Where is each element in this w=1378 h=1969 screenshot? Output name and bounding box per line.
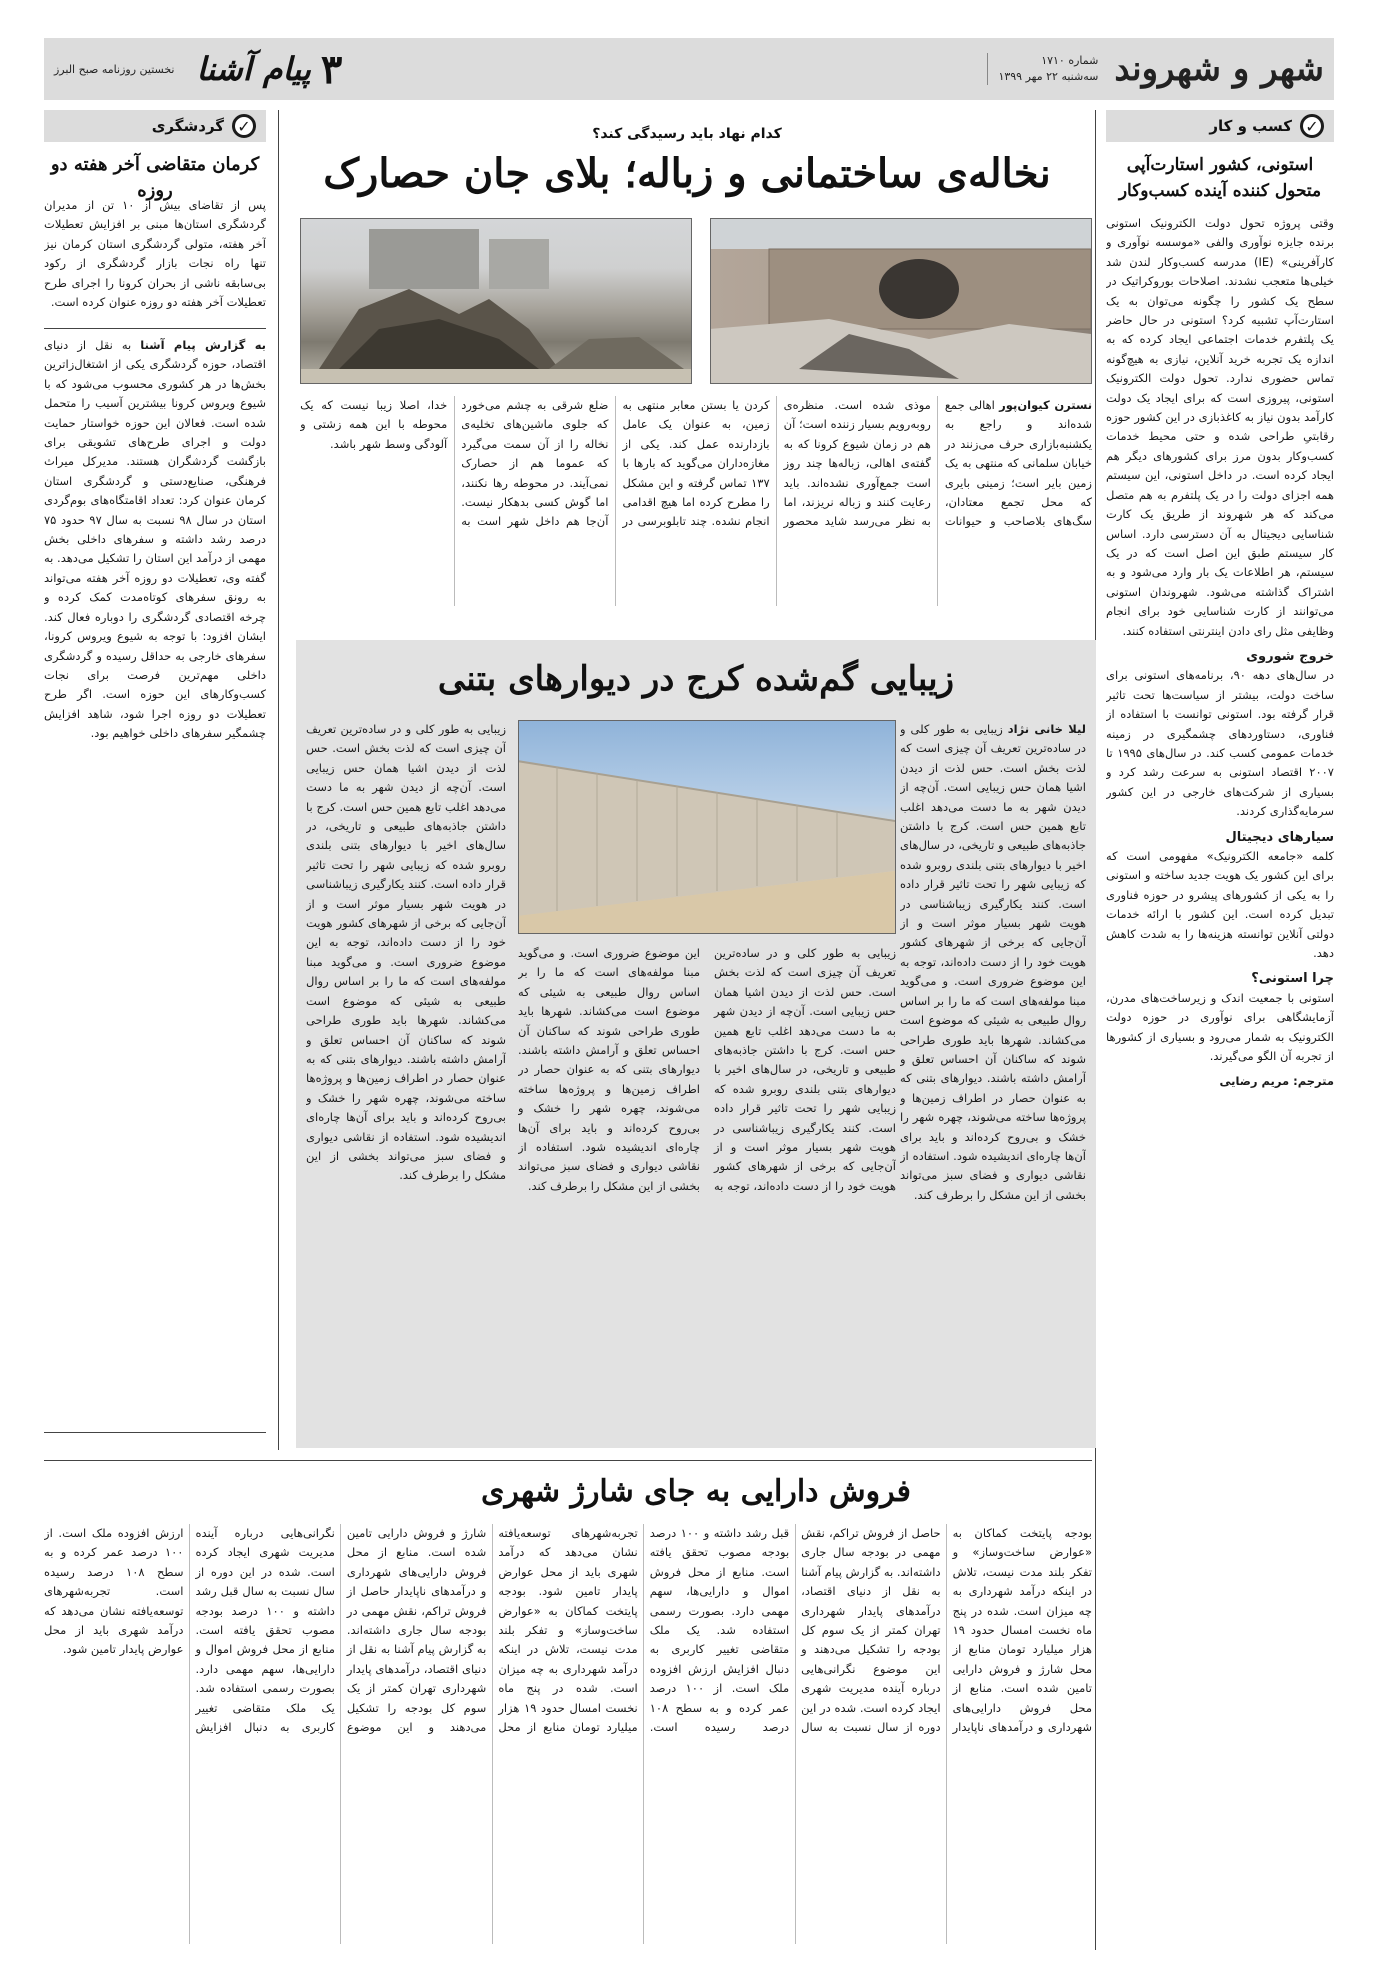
wall-rubble-photo: [710, 219, 1091, 384]
tourism-byline: به گزارش پیام آشنا: [140, 338, 266, 352]
masthead-brand-group: [54, 44, 342, 94]
page-number: ۳: [320, 45, 343, 93]
concrete-body-lower: زیبایی به طور کلی و در ساده‌ترین تعریف آن چیزی است که لذت بخش است. حس لذت از دیدن اشیا همان حس زیبایی است. آن‌چه از دیدن شهر به ما دست می‌دهد اغلب تابع همین حس است. کرج با داشتن جاذبه‌های طبیعی و تاریخی، در سال‌های اخیر با دیوارهای بتنی بلندی روبرو شده که زیبایی شهر را تحت تاثیر قرار داده است. کنند یکارگیری زیباشناسی در هویت شهر بسیار موثر است و از آن‌جایی که برخی از شهرهای کشور هویت خود را از دست داده‌اند، توجه به این موضوع ضروری است. و می‌گوید مبنا مولفه‌های است که ما را بر اساس روال طبیعی به شیئی که موضوع است می‌کشاند. شهرها باید طوری طراحی شوند که ساکنان آن احساس تعلق و آرامش داشته باشند. دیوارهای بتنی که به عنوان حصار در اطراف زمین‌ها و پروژه‌ها ساخته می‌شوند، چهره شهر را خشک و بی‌روح کرده‌اند و باید برای آن‌ها چاره‌ای اندیشیده شود. استفاده از نقاشی دیواری و فضای سبز می‌تواند بخشی از این مشکل را برطرف کند.: [518, 946, 896, 1193]
tourism-lead-divider: [44, 328, 266, 329]
tourism-article: [44, 336, 266, 1424]
tourism-body: به نقل از دنیای اقتصاد، حوزه گردشگری یکی از اشتغال‌زاترین بخش‌ها در هر کشوری محسوب می‌شود که با شیوع ویروس کرونا بیشترین آسیب را متحمل شده است. فعالان این حوزه خواستار حمایت دولت و اجرای طرح‌های تشویقی برای بازگشت گردشگران هستند. مدیرکل میراث فرهنگی، صنایع‌دستی و گردشگری استان کرمان عنوان کرد: تعداد اقامتگاه‌های بوم‌گردی استان در سال ۹۸ نسبت به سال ۹۷ حدود ۷۵ درصد رشد داشته و سفرهای داخلی بخش مهمی از درآمد این استان را تشکیل می‌دهد. به گفته وی، تعطیلات دو روزه آخر هفته می‌تواند به رونق سفرهای کوتاه‌مدت کمک کرده و چرخه اقتصادی گردشگری را دوباره فعال کند. ایشان افزود: با توجه به شیوع ویروس کرونا، سفرهای خارجی به حداقل رسیده و گردشگری داخلی مهم‌ترین فرصت برای نجات کسب‌وکارهای این حوزه است. اگر طرح تعطیلات دو روزه اجرا شود، شاهد افزایش چشمگیر سفرهای داخلی خواهیم بود.: [44, 338, 266, 741]
business-section-tab: [1106, 110, 1334, 142]
bottom-article: [44, 1524, 1092, 1944]
photo-rubbish-pile: [300, 218, 692, 384]
bottom-body-continued: بودجه پایتخت کماکان به «عوارض ساخت‌وساز» و تفکر بلند مدت نیست، تلاش در اینکه درآمد شهرداری به چه میزان است. شده در پنج ماه نخست امسال حدود ۱۹ هزار میلیارد تومان منابع از محل شارژ و فروش دارایی تامین شده است. منابع از محل فروش دارایی‌های شهرداری و درآمدهای ناپایدار حاصل از فروش تراکم، نقش مهمی در بودجه سال جاری داشته‌اند. به گزارش پیام آشنا به نقل از دنیای اقتصاد، درآمدهای پایدار شهرداری تهران کمتر از یک سوم کل بودجه را تشکیل می‌دهند و این موضوع نگرانی‌هایی درباره آینده مدیریت شهری ایجاد کرده است. شده در این دوره از سال نسبت به سال قبل رشد داشته و ۱۰۰ درصد بودجه مصوب تحقق یافته است. منابع از محل فروش اموال و دارایی‌ها، سهم مهمی دارد. بصورت رسمی استفاده شد. یک ملک متقاضی تغییر کاربری به دنبال افزایش ارزش افزوده ملک است. از ۱۰۰ درصد عمر کرده و به سطح ۱۰۸ درصد رسیده است. تجربه‌شهرهای توسعه‌یافته نشان می‌دهد که درآمد شهری باید از محل عوارض پایدار تامین شود.: [44, 1526, 638, 1735]
concrete-body: زیبایی به طور کلی و در ساده‌ترین تعریف آن چیزی است که لذت بخش است. حس لذت از دیدن اشیا همان حس زیبایی است. آن‌چه از دیدن شهر به ما دست می‌دهد اغلب تابع همین حس است. کرج با داشتن جاذبه‌های طبیعی و تاریخی، در سال‌های اخیر با دیوارهای بتنی بلندی روبرو شده که زیبایی شهر را تحت تاثیر قرار داده است. کنند یکارگیری زیباشناسی در هویت شهر بسیار موثر است و از آن‌جایی که برخی از شهرهای کشور هویت خود را از دست داده‌اند، توجه به این موضوع ضروری است. و می‌گوید مبنا مولفه‌های است که ما را بر اساس روال طبیعی به شیئی که موضوع است می‌کشاند. شهرها باید طوری طراحی شوند که ساکنان آن احساس تعلق و آرامش داشته باشند. دیوارهای بتنی که به عنوان حصار در اطراف زمین‌ها و پروژه‌ها ساخته می‌شوند، چهره شهر را خشک و بی‌روح کرده‌اند و باید برای آن‌ها چاره‌ای اندیشیده شود. استفاده از نقاشی دیواری و فضای سبز می‌تواند بخشی از این مشکل را برطرف کند.: [900, 722, 1086, 1202]
rubbish-pile-photo: [300, 219, 691, 384]
column-divider-left: [278, 110, 279, 1450]
masthead-section-group: [987, 44, 1324, 94]
concrete-byline: لیلا خانی نژاد: [1007, 722, 1086, 736]
masthead: [44, 38, 1334, 100]
brand-tagline: نخستین روزنامه صبح البرز: [54, 62, 175, 76]
business-body: وقتی پروژه تحول دولت الکترونیک استونی برنده جایزه نوآوری والفی «موسسه نوآوری و کارآفرینی» (IE) مدرسه کسب‌وکار لندن شد خیلی‌ها متعجب نشدند. اصلاحات بوروکراتیک در سطح یک کشور را چگونه می‌توان به یک استارت‌آپ تشبیه کرد؟ استونی در حال حاضر یک پلتفرم خدمات اجتماعی ایجاد کرده که به اندازه یک تجربه خرید آنلاین، نیازی به هیچ‌گونه تماس حضوری ندارد. تحول دولت الکترونیک استونی، پیروزی است که برای ایجاد یک دولت کارآمد بدون نیاز به کاغذبازی در این کشور حوزه رقابتیِ طراحی شده و حتی محیط خدمات کسب‌وکار بدون مرز برای کشورهای دیگر هم ایجاد کرده است. در داخل استونی، این سیستم همه اجزای دولت را در یک پلتفرم به هم متصل می‌کند که هر شهروند از طریق یک کارت شناسایی دیجیتال به آن دسترسی دارد. اساس کار سیستم طبق این اصل است که در یک سیستم، هر اطلاعات یک بار وارد می‌شود و به اشتراک گذاشته می‌شود. شهروندان استونی می‌توانند از کارت شناسایی خود برای انجام وظایفی مثل رای دادن اینترنتی استفاده کنند.: [1106, 216, 1334, 638]
concrete-body-continued: زیبایی به طور کلی و در ساده‌ترین تعریف آن چیزی است که لذت بخش است. حس لذت از دیدن اشیا همان حس زیبایی است. آن‌چه از دیدن شهر به ما دست می‌دهد اغلب تابع همین حس است. کرج با داشتن جاذبه‌های طبیعی و تاریخی، در سال‌های اخیر با دیوارهای بتنی بلندی روبرو شده که زیبایی شهر را تحت تاثیر قرار داده است. کنند یکارگیری زیباشناسی در هویت شهر بسیار موثر است و از آن‌جایی که برخی از شهرهای کشور هویت خود را از دست داده‌اند، توجه به این موضوع ضروری است. و می‌گوید مبنا مولفه‌های است که ما را بر اساس روال طبیعی به شیئی که موضوع است می‌کشاند. شهرها باید طوری طراحی شوند که ساکنان آن احساس تعلق و آرامش داشته باشند. دیوارهای بتنی که به عنوان حصار در اطراف زمین‌ها و پروژه‌ها ساخته می‌شوند، چهره شهر را خشک و بی‌روح کرده‌اند و باید برای آن‌ها چاره‌ای اندیشیده شود. استفاده از نقاشی دیواری و فضای سبز می‌تواند بخشی از این مشکل را برطرف کند.: [306, 722, 506, 1183]
issue-info: [987, 53, 1098, 85]
business-body-3: کلمه «جامعه الکترونیک» مفهومی است که برای این کشور یک هویت جدید ساخته و استونی را به یکی از کشورهای پیشرو در حوزه فناوری تبدیل کرده است. این کشور با ارائه خدمات دولتی آنلاین توانسته هزینه‌ها را به شدت کاهش دهد.: [1106, 849, 1334, 961]
photo-wall-rubble: [710, 218, 1092, 384]
main-article: [300, 396, 1092, 606]
main-body: اهالی جمع شده‌اند و راجع به یکشنبه‌بازاری حرف می‌زنند در خیابان سلمانی که منتهی به یک زمین بایر است؛ زمینی بایری که محل تجمع معتادان، سگ‌های بلاصاحب و حیوانات موذی شده است. منظره‌ی روبه‌رویم بسیار زننده است؛ آن هم در زمان شیوع کرونا که به گفته‌ی اهالی، زباله‌ها چند روز است جمع‌آوری نشده‌اند. باید رعایت کنند و زباله نریزند، اما به نظر می‌رسد شاید محصور کردن یا بستن معابر منتهی به زمین، به عنوان یک عامل بازدارنده عمل کند. یکی از مغازه‌داران می‌گوید که بارها با ۱۳۷ تماس گرفته و این مشکل را مطرح کرده اما هیچ اقدامی انجام نشده. چند تابلوبرسی در ضلع شرقی به چشم می‌خورد که جلوی ماشین‌های تخلیه‌ی نخاله را از آن سمت می‌گیرد که عموما هم از حصارک نمی‌آیند. در محوطه رها نکنند، اما گوش کسی بدهکار نیست. آن‌جا هم داخل شهر است به خدا، اصلا زیبا نیست که یک محوطه با این همه زشتی و آلودگی وسط شهر باشد.: [300, 398, 1092, 529]
section-title: شهر و شهروند: [1114, 49, 1324, 89]
business-body-2: در سال‌های دهه ۹۰، برنامه‌های استونی برای ساخت دولت، بیشتر از سیاست‌ها تحت تاثیر قرار گرفته بود. استونی توانست با استفاده از فناوری، دستاوردهای چشمگیری در زمینه خدمات عمومی کسب کند. در سال‌های ۱۹۹۵ تا ۲۰۰۷ اقتصاد استونی به سرعت رشد کرد و بسیاری از شرکت‌های خارجی در این کشور سرمایه‌گذاری کردند.: [1106, 668, 1334, 819]
concrete-article-col-2: [306, 720, 506, 1436]
check-icon: ✓: [232, 114, 256, 138]
tourism-lead: پس از تقاضای بیش از ۱۰ تن از مدیران گردشگری استان‌ها مبنی بر افزایش تعطیلات آخر هفته، متولی گردشگری استان کرمان نیز تنها راه نجات بازار گردشگری از رکود بی‌سابقه ناشی از بحران کرونا را اجرای طرح تعطیلات آخر هفته دو روزه عنوان کرده است.: [44, 198, 266, 310]
concrete-article-lower: [518, 944, 896, 1436]
business-translator: مترجم: مریم رضایی: [1219, 1074, 1334, 1089]
business-article: [1106, 214, 1334, 1944]
tourism-section-tab: [44, 110, 266, 142]
tourism-headline: کرمان متقاضی آخر هفته دو روزه: [50, 154, 260, 201]
business-tab-label: کسب و کار: [1209, 117, 1292, 135]
issue-date: سه‌شنبه ۲۲ مهر ۱۳۹۹: [998, 70, 1099, 83]
check-icon: ✓: [1300, 114, 1324, 138]
tourism-end-rule: [44, 1432, 266, 1433]
business-subhead-2: سیارهای دیجیتال: [1225, 829, 1334, 845]
bottom-body: بودجه پایتخت کماکان به «عوارض ساخت‌وساز» و تفکر بلند مدت نیست، تلاش در اینکه درآمد شهرداری به چه میزان است. شده در پنج ماه نخست امسال حدود ۱۹ هزار میلیارد تومان منابع از محل شارژ و فروش دارایی تامین شده است. منابع از محل فروش دارایی‌های شهرداری و درآمدهای ناپایدار حاصل از فروش تراکم، نقش مهمی در بودجه سال جاری داشته‌اند. به گزارش پیام آشنا به نقل از دنیای اقتصاد، درآمدهای پایدار شهرداری تهران کمتر از یک سوم کل بودجه را تشکیل می‌دهند و این موضوع نگرانی‌هایی درباره آینده مدیریت شهری ایجاد کرده است. شده در این دوره از سال نسبت به سال قبل رشد داشته و ۱۰۰ درصد بودجه مصوب تحقق یافته است. منابع از محل فروش اموال و دارایی‌ها، سهم مهمی دارد. بصورت رسمی استفاده شد. یک ملک متقاضی تغییر کاربری به دنبال افزایش ارزش افزوده ملک است. از ۱۰۰ درصد عمر کرده و به سطح ۱۰۸ درصد رسیده است. تجربه‌شهرهای توسعه‌یافته نشان می‌دهد که درآمد شهری باید از محل عوارض پایدار تامین شود.: [498, 1526, 1092, 1735]
concrete-headline: زیبایی گم‌شده کرج در دیوارهای بتنی: [437, 659, 955, 699]
main-byline: نسترن کیوان‌پور: [999, 398, 1092, 412]
main-kicker: کدام نهاد باید رسیدگی کند؟: [592, 126, 782, 142]
tourism-tab-label: گردشگری: [151, 117, 224, 135]
business-subhead-1: خروج شوروی: [1246, 648, 1334, 664]
concrete-article-col-1: [900, 720, 1086, 1436]
photo-concrete-wall: [518, 720, 896, 934]
business-subhead-3: چرا استونی؟: [1251, 971, 1334, 987]
main-headline: نخاله‌ی ساختمانی و زباله؛ بلای جان حصارک: [323, 150, 1051, 197]
concrete-wall-photo: [518, 721, 895, 934]
bottom-headline: فروش دارایی به جای شارژ شهری: [481, 1474, 911, 1509]
brand-logo: پیام آشنا: [196, 50, 311, 88]
bottom-story-divider: [44, 1460, 1092, 1461]
business-body-4: استونی با جمعیت اندک و زیرساخت‌های مدرن، آزمایشگاهی برای نوآوری در حوزه دولت الکترونیک به شمار می‌رود و بسیاری از کشورها از تجربه آن الگو می‌گیرند.: [1106, 990, 1334, 1064]
business-headline: استونی، کشور استارت‌آپی متحول کننده آینده کسب‌وکار: [1118, 155, 1322, 201]
issue-number: شماره ۱۷۱۰: [1041, 54, 1099, 67]
